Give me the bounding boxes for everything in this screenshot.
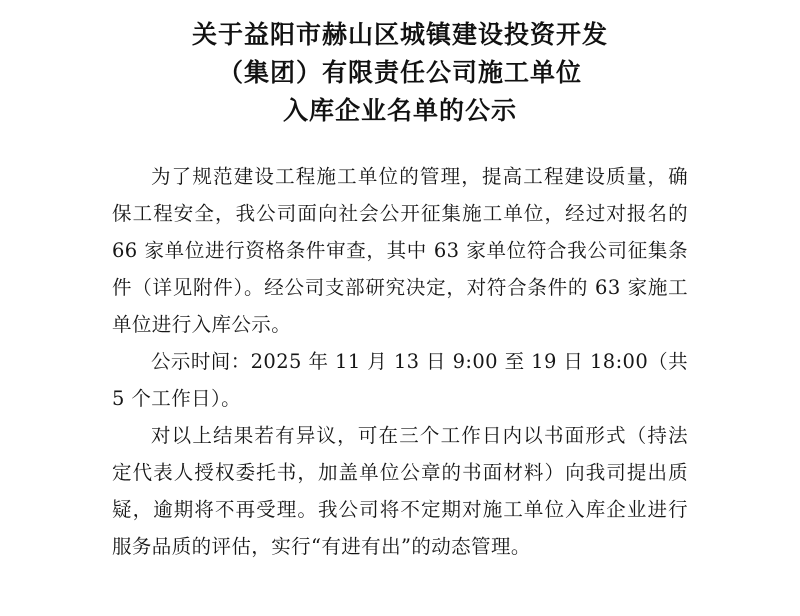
title-line-1: 关于益阳市赫山区城镇建设投资开发 bbox=[191, 20, 608, 49]
paragraph-3: 对以上结果若有异议，可在三个工作日内以书面形式（持法定代表人授权委托书，加盖单位公章的书面材料）向我司提出质疑，逾期将不再受理。我公司将不定期对施工单位入库企业进行服务品质的评估，实行“有进有出”的动态管理。 bbox=[112, 424, 688, 558]
document-body bbox=[0, 158, 800, 565]
paragraph-1: 为了规范建设工程施工单位的管理，提高工程建设质量，确保工程安全，我公司面向社会公开征集施工单位，经过对报名的 66 家单位进行资格条件审查，其中 63 家单位符合我公司征集条件（详见附件）。经公司支部研究决定，对符合条件的 63 家施工单位进行入库公示。 bbox=[112, 165, 688, 336]
paragraph-2: 公示时间：2025 年 11 月 13 日 9:00 至 19 日 18:00（共 5 个工作日）。 bbox=[112, 350, 688, 410]
title-line-2: （集团）有限责任公司施工单位 bbox=[217, 58, 582, 87]
document-title bbox=[0, 0, 800, 130]
title-line-3: 入库企业名单的公示 bbox=[282, 96, 517, 125]
